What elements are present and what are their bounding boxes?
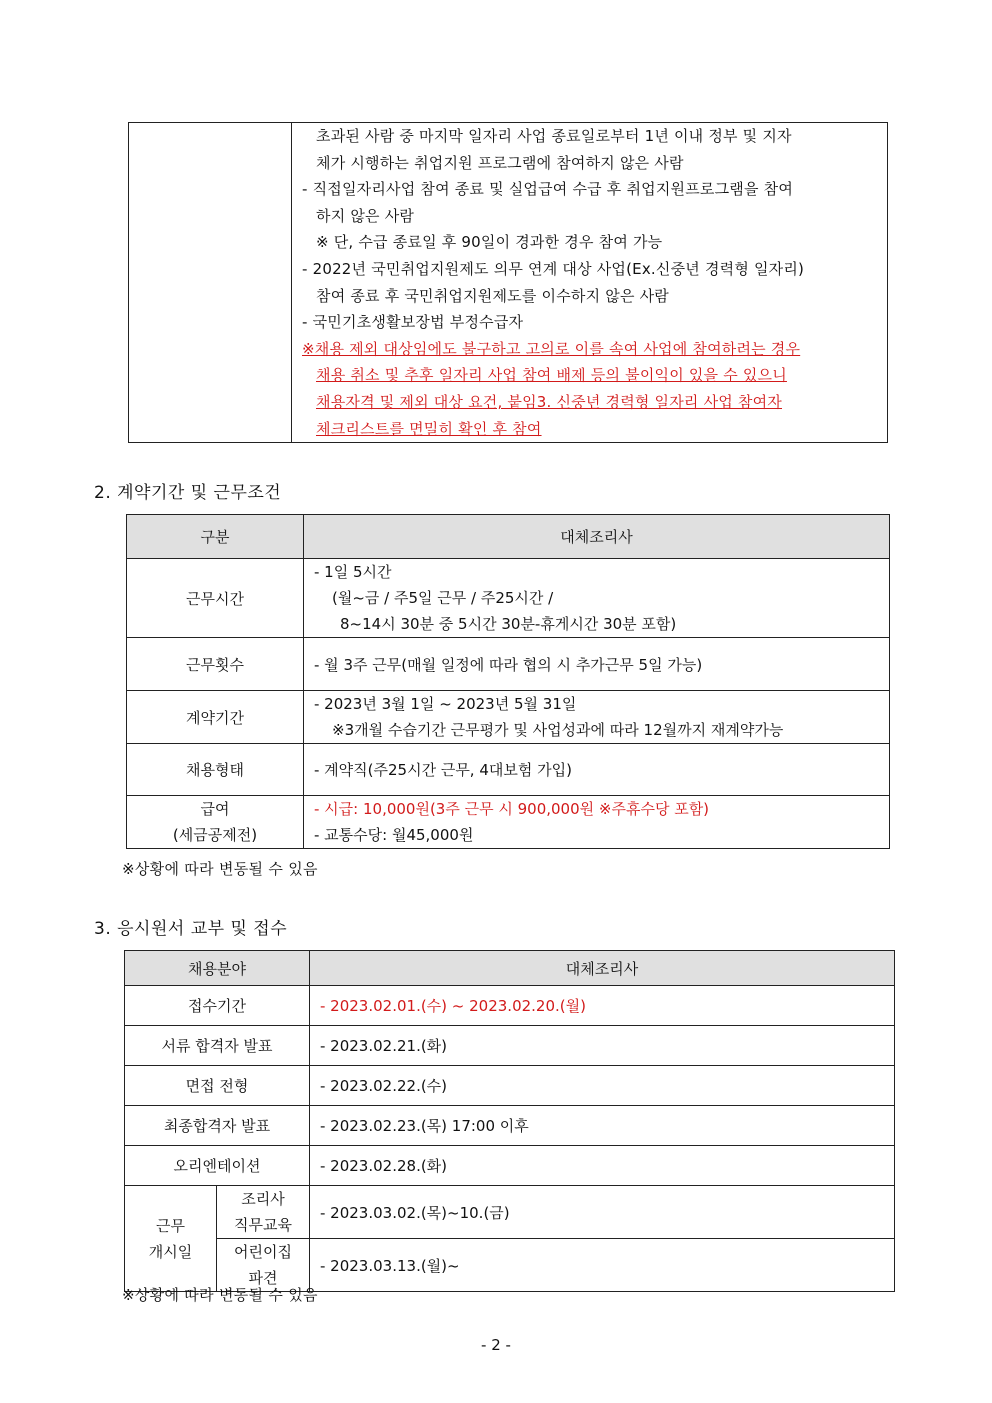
section3-heading: 3. 응시원서 교부 및 접수 [94,919,288,939]
row-value-period [304,691,890,744]
section3-note: ※상황에 따라 변동될 수 있음 [122,1286,318,1304]
eligibility-table [128,122,888,443]
table-row [125,986,895,1026]
table-row [125,1186,895,1239]
header-category: 구분 [127,515,304,559]
table-row [127,744,890,796]
row-label-pay [127,796,304,849]
eligibility-line: 채용자격 및 제외 대상 요건, 붙임3. 신중년 경력형 일자리 사업 참여자 [316,392,782,411]
row-value-type: - 계약직(주25시간 근무, 4대보험 가입) [304,744,890,796]
transport-allowance-line: - 교통수당: 월45,000원 [314,826,474,844]
pay-label-note: (세금공제전) [172,826,258,844]
header-substitute-cook: 대체조리사 [304,515,890,559]
schedule-value: - 2023.02.21.(화) [310,1026,895,1066]
schedule-value: - 2023.02.23.(목) 17:00 이후 [310,1106,895,1146]
row-value-pay [304,796,890,849]
start-label-line: 개시일 [148,1242,193,1261]
dispatch-value: - 2023.03.13.(월)~ [310,1239,895,1292]
eligibility-line: 초과된 사람 중 마지막 일자리 사업 종료일로부터 1년 이내 정부 및 지자 [316,127,792,145]
training-value: - 2023.03.02.(목)~10.(금) [310,1186,895,1239]
schedule-label: 접수기간 [125,986,310,1026]
schedule-value: - 2023.02.01.(수) ~ 2023.02.20.(월) [310,986,895,1026]
row-label-period: 계약기간 [127,691,304,744]
hours-line: 8~14시 30분 중 5시간 30분-휴게시간 30분 포함) [340,615,677,633]
eligibility-line: 참여 종료 후 국민취업지원제도를 이수하지 않은 사람 [316,286,669,305]
header-substitute-cook: 대체조리사 [310,951,895,986]
eligibility-line: - 2022년 국민취업지원제도 의무 연계 대상 사업(Ex.신중년 경력형 일자리) [302,259,805,278]
eligibility-line: - 국민기초생활보장법 부정수급자 [302,313,524,332]
hours-line: - 1일 5시간 [314,563,392,581]
period-line: - 2023년 3월 1일 ~ 2023년 5월 31일 [314,695,577,713]
eligibility-line: 체크리스트를 면밀히 확인 후 참여 [316,419,542,438]
table-row [125,1026,895,1066]
eligibility-label-cell [129,123,292,443]
eligibility-line: 하지 않은 사람 [316,206,415,225]
schedule-label: 서류 합격자 발표 [125,1026,310,1066]
row-value-hours [304,559,890,638]
schedule-label: 면접 전형 [125,1066,310,1106]
table-row [125,1066,895,1106]
table-row [127,796,890,849]
pay-label: 급여 [200,800,230,818]
period-line: ※3개월 수습기간 근무평가 및 사업성과에 따라 12월까지 재계약가능 [332,721,784,739]
row-label-type: 채용형태 [127,744,304,796]
eligibility-line: ※채용 제외 대상임에도 불구하고 고의로 이를 속여 사업에 참여하려는 경우 [302,339,801,358]
eligibility-line: ※ 단, 수급 종료일 후 90일이 경과한 경우 참여 가능 [316,233,663,252]
schedule-label: 오리엔테이션 [125,1146,310,1186]
row-label-frequency: 근무횟수 [127,638,304,691]
start-label-line: 근무 [156,1216,185,1235]
table-row [125,1146,895,1186]
row-label-hours: 근무시간 [127,559,304,638]
page-number: - 2 - [481,1336,511,1354]
table-row [127,559,890,638]
eligibility-line: 채용 취소 및 추후 일자리 사업 참여 배제 등의 불이익이 있을 수 있으니 [316,366,787,385]
contract-conditions-table [126,514,890,849]
eligibility-line: 체가 시행하는 취업지원 프로그램에 참여하지 않은 사람 [316,153,684,172]
table-row [127,638,890,691]
schedule-value: - 2023.02.22.(수) [310,1066,895,1106]
section2-heading: 2. 계약기간 및 근무조건 [94,483,282,503]
hourly-wage-line: - 시급: 10,000원(3주 근무 시 900,000원 ※주휴수당 포함) [314,800,710,818]
dispatch-label-line: 파견 [248,1269,278,1287]
eligibility-content-cell [292,123,888,443]
dispatch-label-line: 어린이집 [234,1243,292,1261]
header-field: 채용분야 [125,951,310,986]
hours-line: (월~금 / 주5일 근무 / 주25시간 / [332,589,554,607]
training-label [217,1186,310,1239]
table-row [127,691,890,744]
eligibility-line: - 직접일자리사업 참여 종료 및 실업급여 수급 후 취업지원프로그램을 참여 [302,180,794,199]
table-row [125,1106,895,1146]
schedule-label: 최종합격자 발표 [125,1106,310,1146]
row-value-frequency: - 월 3주 근무(매월 일정에 따라 협의 시 추가근무 5일 가능) [304,638,890,691]
section2-note: ※상황에 따라 변동될 수 있음 [122,860,318,878]
schedule-value: - 2023.02.28.(화) [310,1146,895,1186]
start-date-label [125,1186,217,1292]
training-label-line: 직무교육 [234,1216,292,1234]
eligibility-lines [302,123,877,442]
training-label-line: 조리사 [241,1190,285,1208]
application-schedule-table [124,950,895,1292]
